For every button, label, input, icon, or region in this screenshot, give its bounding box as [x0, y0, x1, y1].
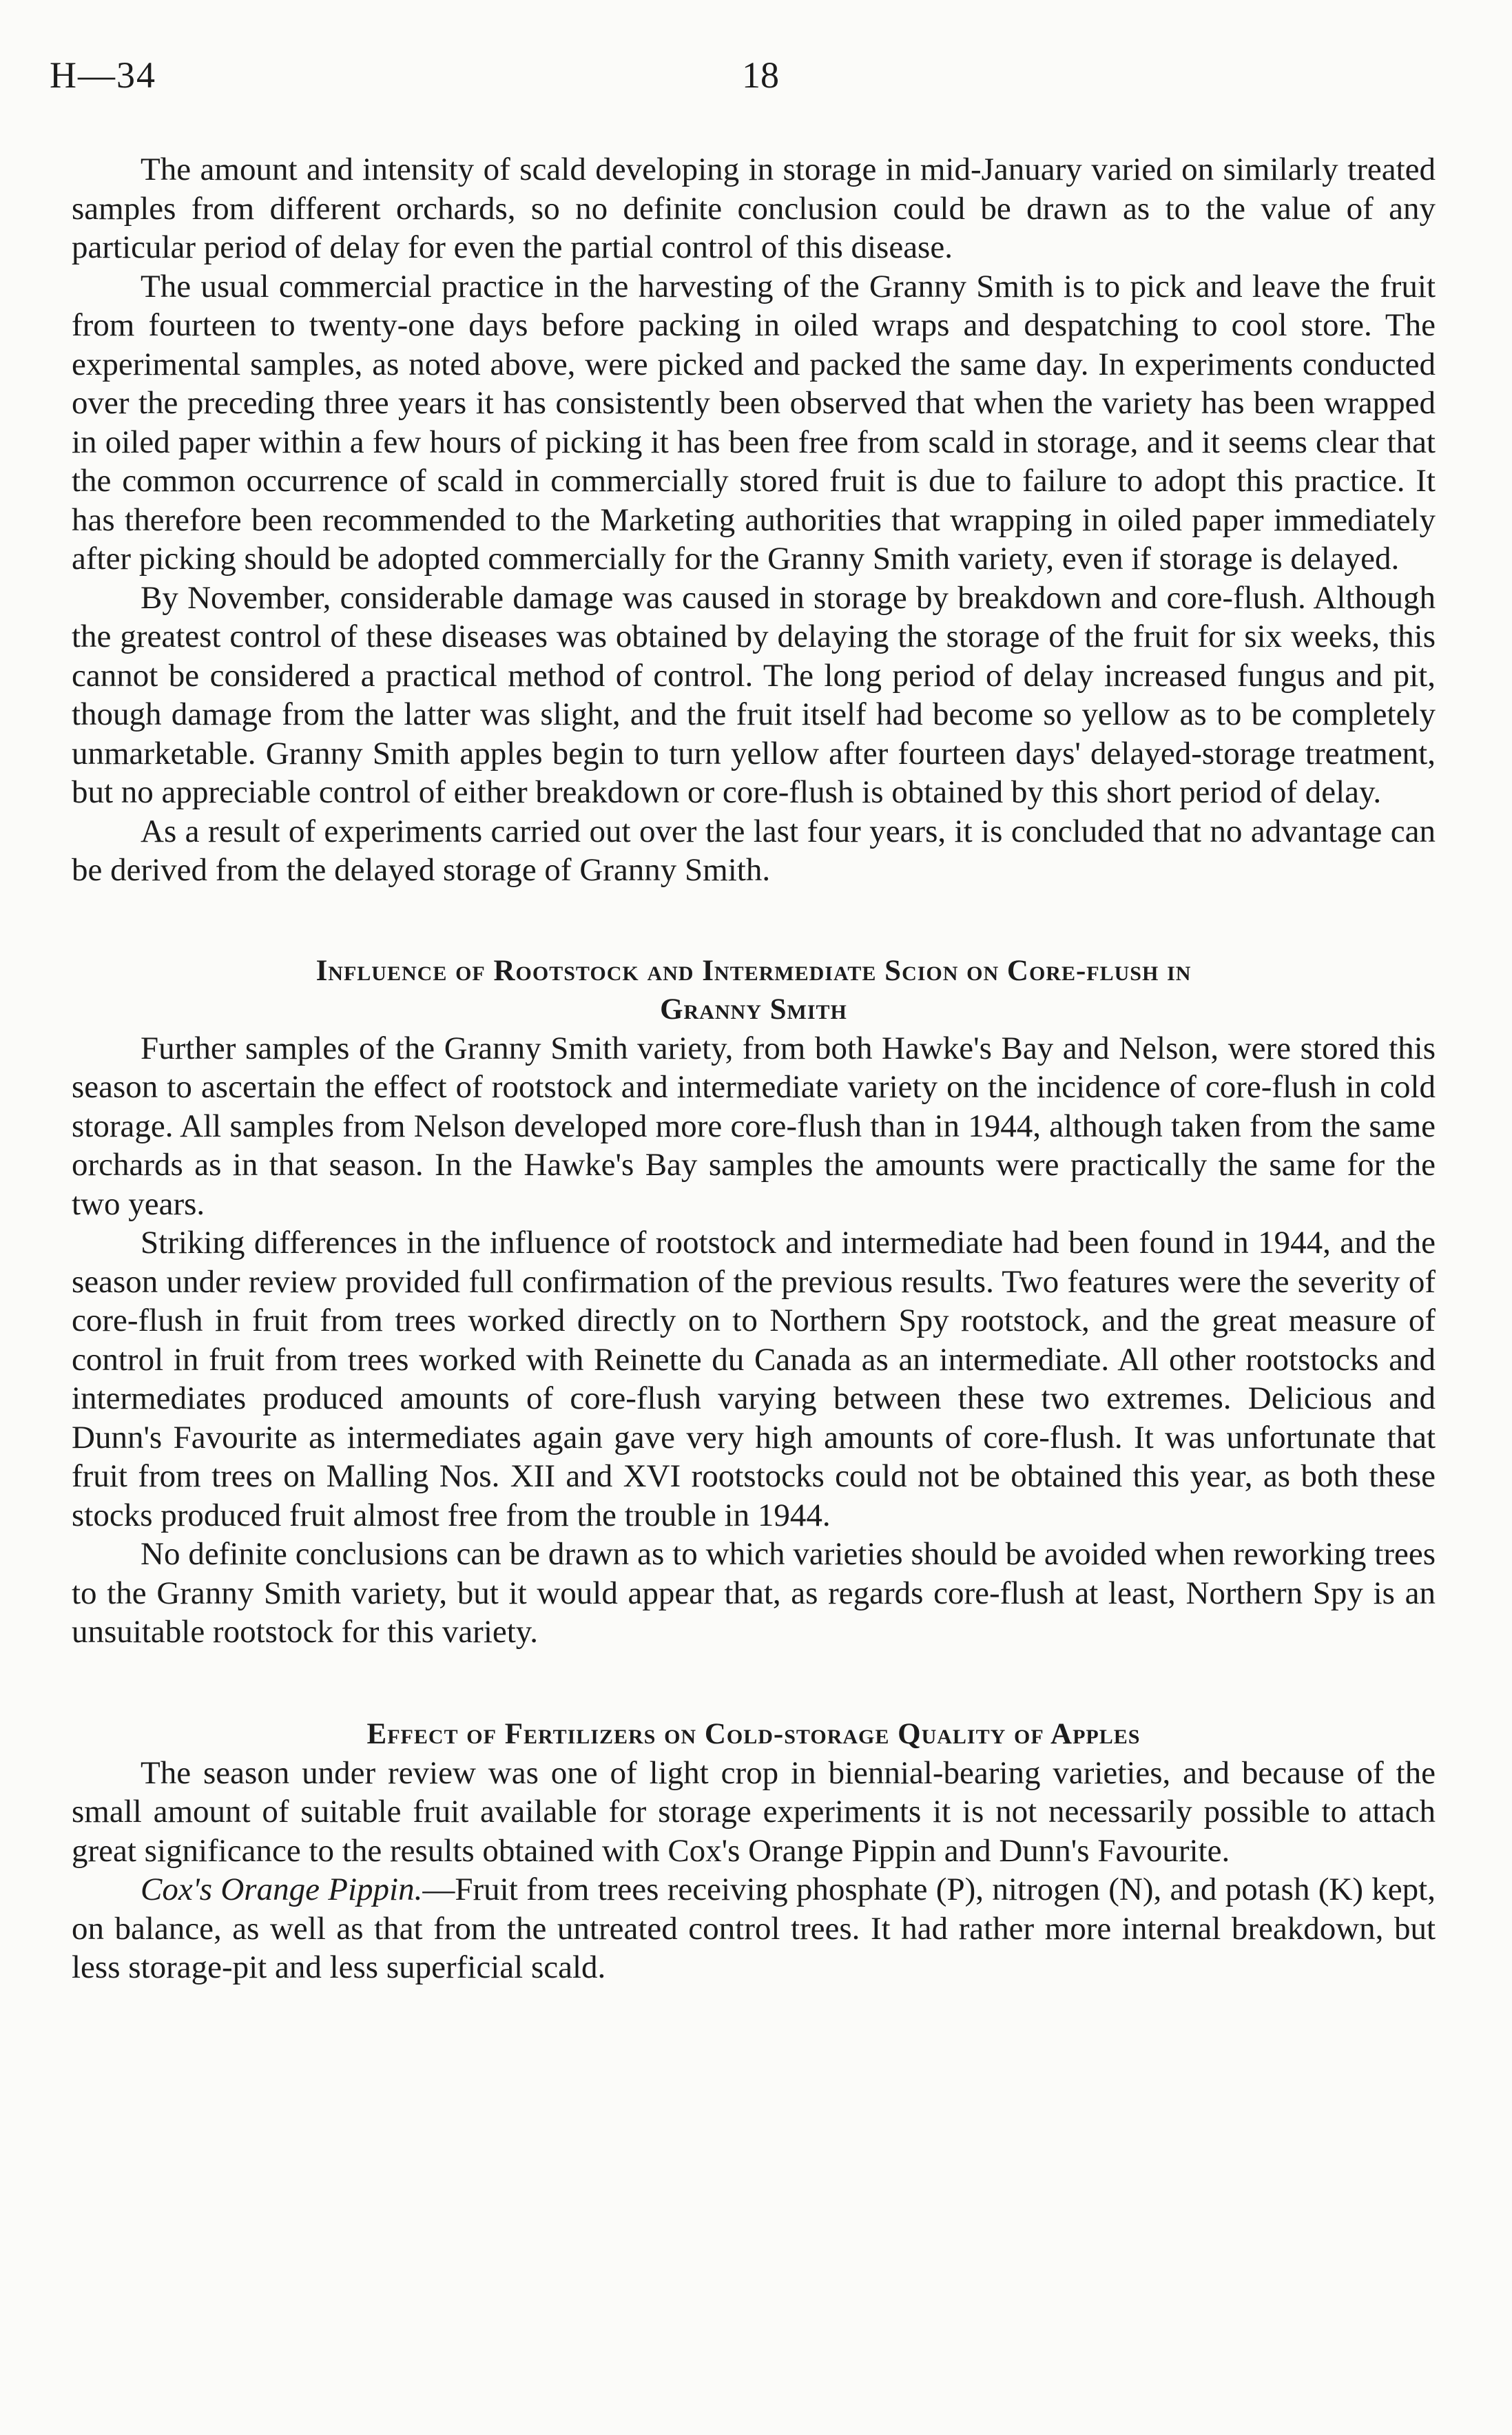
page-header — [50, 54, 1462, 109]
paragraph — [72, 1870, 1436, 1987]
paragraph: As a result of experiments carried out over the last four years, it is concluded that no advantage can be derived from the delayed storage of Granny Smith. — [72, 813, 1436, 888]
section-heading-rootstock — [72, 952, 1436, 1029]
section-spacer — [72, 1652, 1436, 1715]
paragraph: The usual commercial practice in the harvesting of the Granny Smith is to pick and leave the fruit from fourteen to twenty-one days before packing in oiled wraps and despatching to cool store. The experimental samples, as noted above, were picked and packed the same day. In experiments conducted over the preceding three years it has consistently been observed that when the variety has been wrapped in oiled paper within a few hours of picking it has been free from scald in storage, and it seems clear that the common occurrence of scald in commercially stored fruit is due to failure to adopt this practice. It has therefore been recommended to the Marketing authorities that wrapping in oiled paper immediately after picking should be adopted commercially for the Granny Smith variety, even if storage is delayed. — [72, 268, 1436, 577]
paragraph: The season under review was one of light crop in biennial-bearing varieties, and because of the small amount of suitable fruit available for storage experiments it is not necessarily possible to attach great significance to the results obtained with Cox's Orange Pippin and Dunn's Favourite. — [72, 1754, 1436, 1869]
page-body — [72, 150, 1436, 1987]
paragraph: Further samples of the Granny Smith variety, from both Hawke's Bay and Nelson, were stored this season to ascertain the effect of rootstock and intermediate variety on the incidence of core-flush in cold storage. All samples from Nelson developed more core-flush than in 1944, although taken from the same orchards as in that season. In the Hawke's Bay samples the amounts were practically the same for the two years. — [72, 1030, 1436, 1222]
heading-line: Influence of Rootstock and Intermediate Scion on Core-flush in — [315, 954, 1192, 987]
section-spacer — [72, 890, 1436, 952]
paragraph-text: —Fruit from trees receiving phosphate (P), nitrogen (N), and potash (K) kept, on balance, as well as that from the untreated control trees. It had rather more internal breakdown, but less storage-pit and less superficial scald. — [72, 1872, 1436, 1985]
page-number: 18 — [742, 54, 779, 96]
paragraph: By November, considerable damage was caused in storage by breakdown and core-flush. Although the greatest control of these diseases was obtained by delaying the storage of the fruit for six weeks, this cannot be considered a practical method of control. The long period of delay increased fungus and pit, though damage from the latter was slight, and the fruit itself had become so yellow as to be completely unmarketable. Granny Smith apples begin to turn yellow after fourteen days' delayed-storage treatment, but no appreciable control of either breakdown or core-flush is obtained by this short period of delay. — [72, 579, 1436, 810]
report-reference: H—34 — [50, 54, 156, 96]
section-heading-fertilizers: Effect of Fertilizers on Cold-storage Quality of Apples — [366, 1717, 1141, 1750]
paragraph: Striking differences in the influence of rootstock and intermediate had been found in 1944, and the season under review provided full confirmation of the previous results. Two features were the severity of core-flush in fruit from trees worked directly on to Northern Spy rootstock, and the great measure of control in fruit from trees worked with Reinette du Canada as an intermediate. All other rootstocks and intermediates produced amounts of core-flush varying between these two extremes. Delicious and Dunn's Favourite as intermediates again gave very high amounts of core-flush. It was unfortunate that fruit from trees on Malling Nos. XII and XVI rootstocks could not be obtained this year, as both these stocks produced fruit almost free from the trouble in 1944. — [72, 1225, 1436, 1533]
paragraph-lead-italic: Cox's Orange Pippin. — [141, 1872, 423, 1907]
paragraph: The amount and intensity of scald developing in storage in mid-January varied on similarly treated samples from different orchards, so no definite conclusion could be drawn as to the value of any particular period of delay for even the partial control of this disease. — [72, 152, 1436, 265]
paragraph: No definite conclusions can be drawn as to which varieties should be avoided when reworking trees to the Granny Smith variety, but it would appear that, as regards core-flush at least, Northern Spy is an unsuitable rootstock for this variety. — [72, 1536, 1436, 1650]
heading-line: Granny Smith — [660, 993, 847, 1026]
